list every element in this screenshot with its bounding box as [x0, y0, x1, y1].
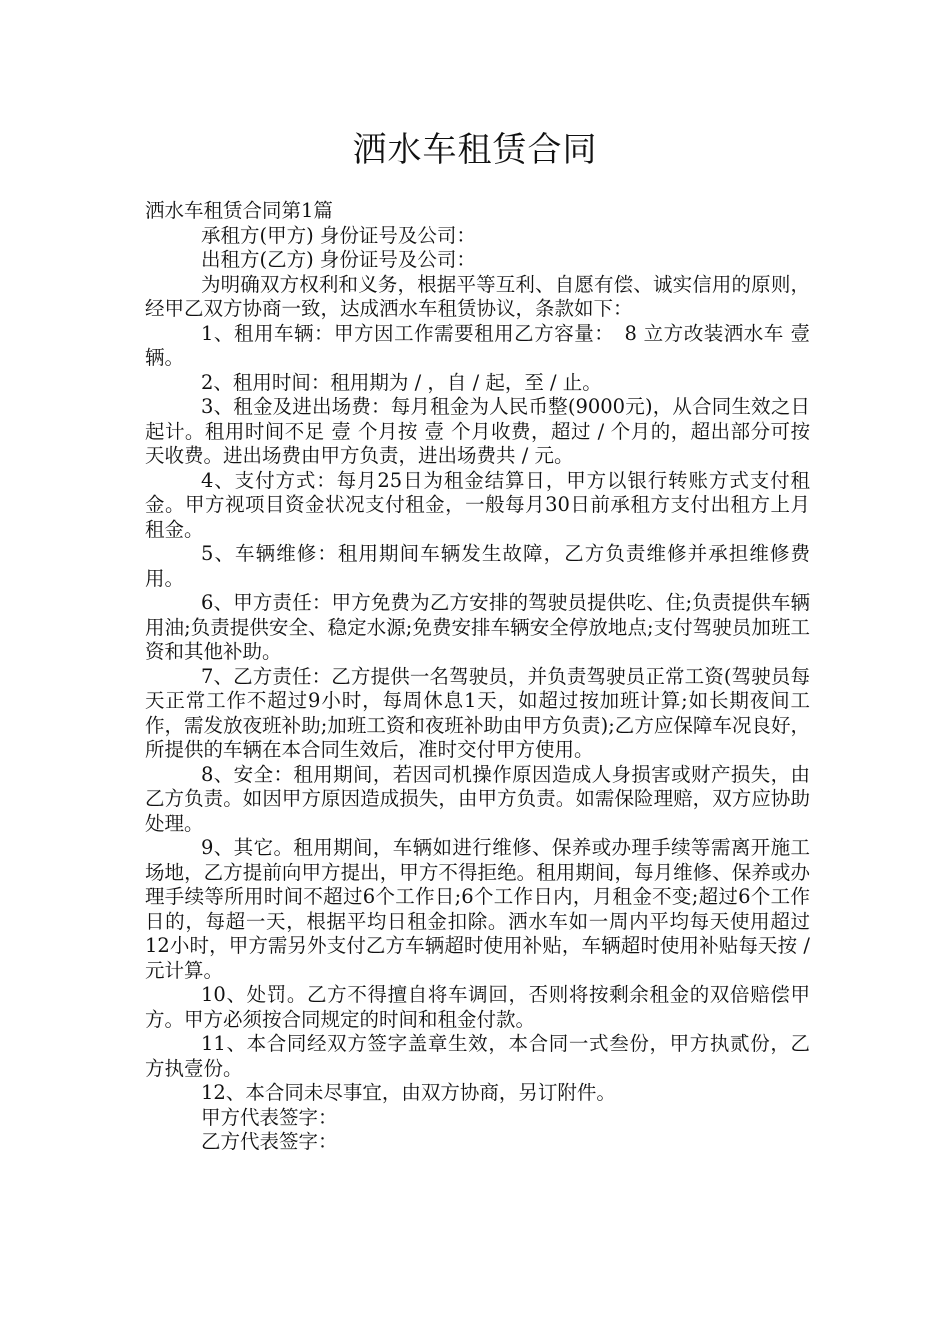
party-b-signature-line: 乙方代表签字：: [201, 1130, 338, 1153]
clause-8: 8、安全：租用期间，若因司机操作原因造成人身损害或财产损失，由乙方负责。如因甲方原因造成损失，由甲方负责。如需保险理赔，双方应协助处理。: [145, 762, 810, 835]
clause-7: 7、乙方责任：乙方提供一名驾驶员，并负责驾驶员正常工资(驾驶员每天正常工作不超过9小时，每周休息1天，如超过按加班计算;如长期夜间工作，需发放夜班补助;加班工资和夜班补助由甲方负责);乙方应保障车况良好，所提供的车辆在本合同生效后，准时交付甲方使用。: [145, 664, 810, 761]
clause-12: 12、本合同未尽事宜，由双方协商，另订附件。: [201, 1081, 616, 1104]
lessor-line: 出租方(乙方) 身份证号及公司：: [201, 248, 476, 271]
lessee-line: 承租方(甲方) 身份证号及公司：: [201, 223, 476, 247]
clause-6: 6、甲方责任：甲方免费为乙方安排的驾驶员提供吃、住;负责提供车辆用油;负责提供安全、稳定水源;免费安排车辆安全停放地点;支付驾驶员加班工资和其他补助。: [145, 591, 810, 663]
clause-9: 9、其它。租用期间，车辆如进行维修、保养或办理手续等需离开施工场地，乙方提前向甲方提出，甲方不得拒绝。租用期间，每月维修、保养或办理手续等所用时间不超过6个工作日;6个工作日内，月租金不变;超过6个工作日的，每超一天，根据平均日租金扣除。洒水车如一周内平均每天使用超过12小时，甲方需另外支付乙方车辆超时使用补贴，车辆超时使用补贴每天按 / 元计算。: [145, 836, 810, 982]
preamble-paragraph: 为明确双方权利和义务，根据平等互利、自愿有偿、诚实信用的原则，经甲乙双方协商一致，达成洒水车租赁协议，条款如下：: [145, 272, 810, 320]
document-title: 洒水车租赁合同: [352, 130, 598, 170]
party-a-signature-line: 甲方代表签字：: [201, 1105, 338, 1129]
clause-5: 5、车辆维修：租用期间车辆发生故障，乙方负责维修并承担维修费用。: [145, 542, 810, 590]
clause-4: 4、支付方式：每月25日为租金结算日，甲方以银行转账方式支付租金。甲方视项目资金状况支付租金，一般每月30日前承租方支付出租方上月租金。: [145, 468, 810, 541]
clause-2: 2、租用时间：租用期为 / ，自 / 起，至 / 止。: [201, 370, 602, 394]
section-heading: 洒水车租赁合同第1篇: [145, 199, 333, 222]
clause-3: 3、租金及进出场费：每月租金为人民币整(9000元)，从合同生效之日起计。租用时间不足 壹 个月按 壹 个月收费，超过 / 个月的，超出部分可按天收费。进出场费由甲方负责，进出场费共 / 元。: [145, 395, 810, 467]
clause-10: 10、处罚。乙方不得擅自将车调回，否则将按剩余租金的双倍赔偿甲方。甲方必须按合同规定的时间和租金付款。: [145, 983, 810, 1031]
clause-1: 1、租用车辆：甲方因工作需要租用乙方容量： 8 立方改装洒水车 壹 辆。: [145, 321, 810, 369]
clause-11: 11、本合同经双方签字盖章生效，本合同一式叁份，甲方执贰份，乙方执壹份。: [145, 1032, 810, 1080]
document-body: [145, 199, 810, 1155]
